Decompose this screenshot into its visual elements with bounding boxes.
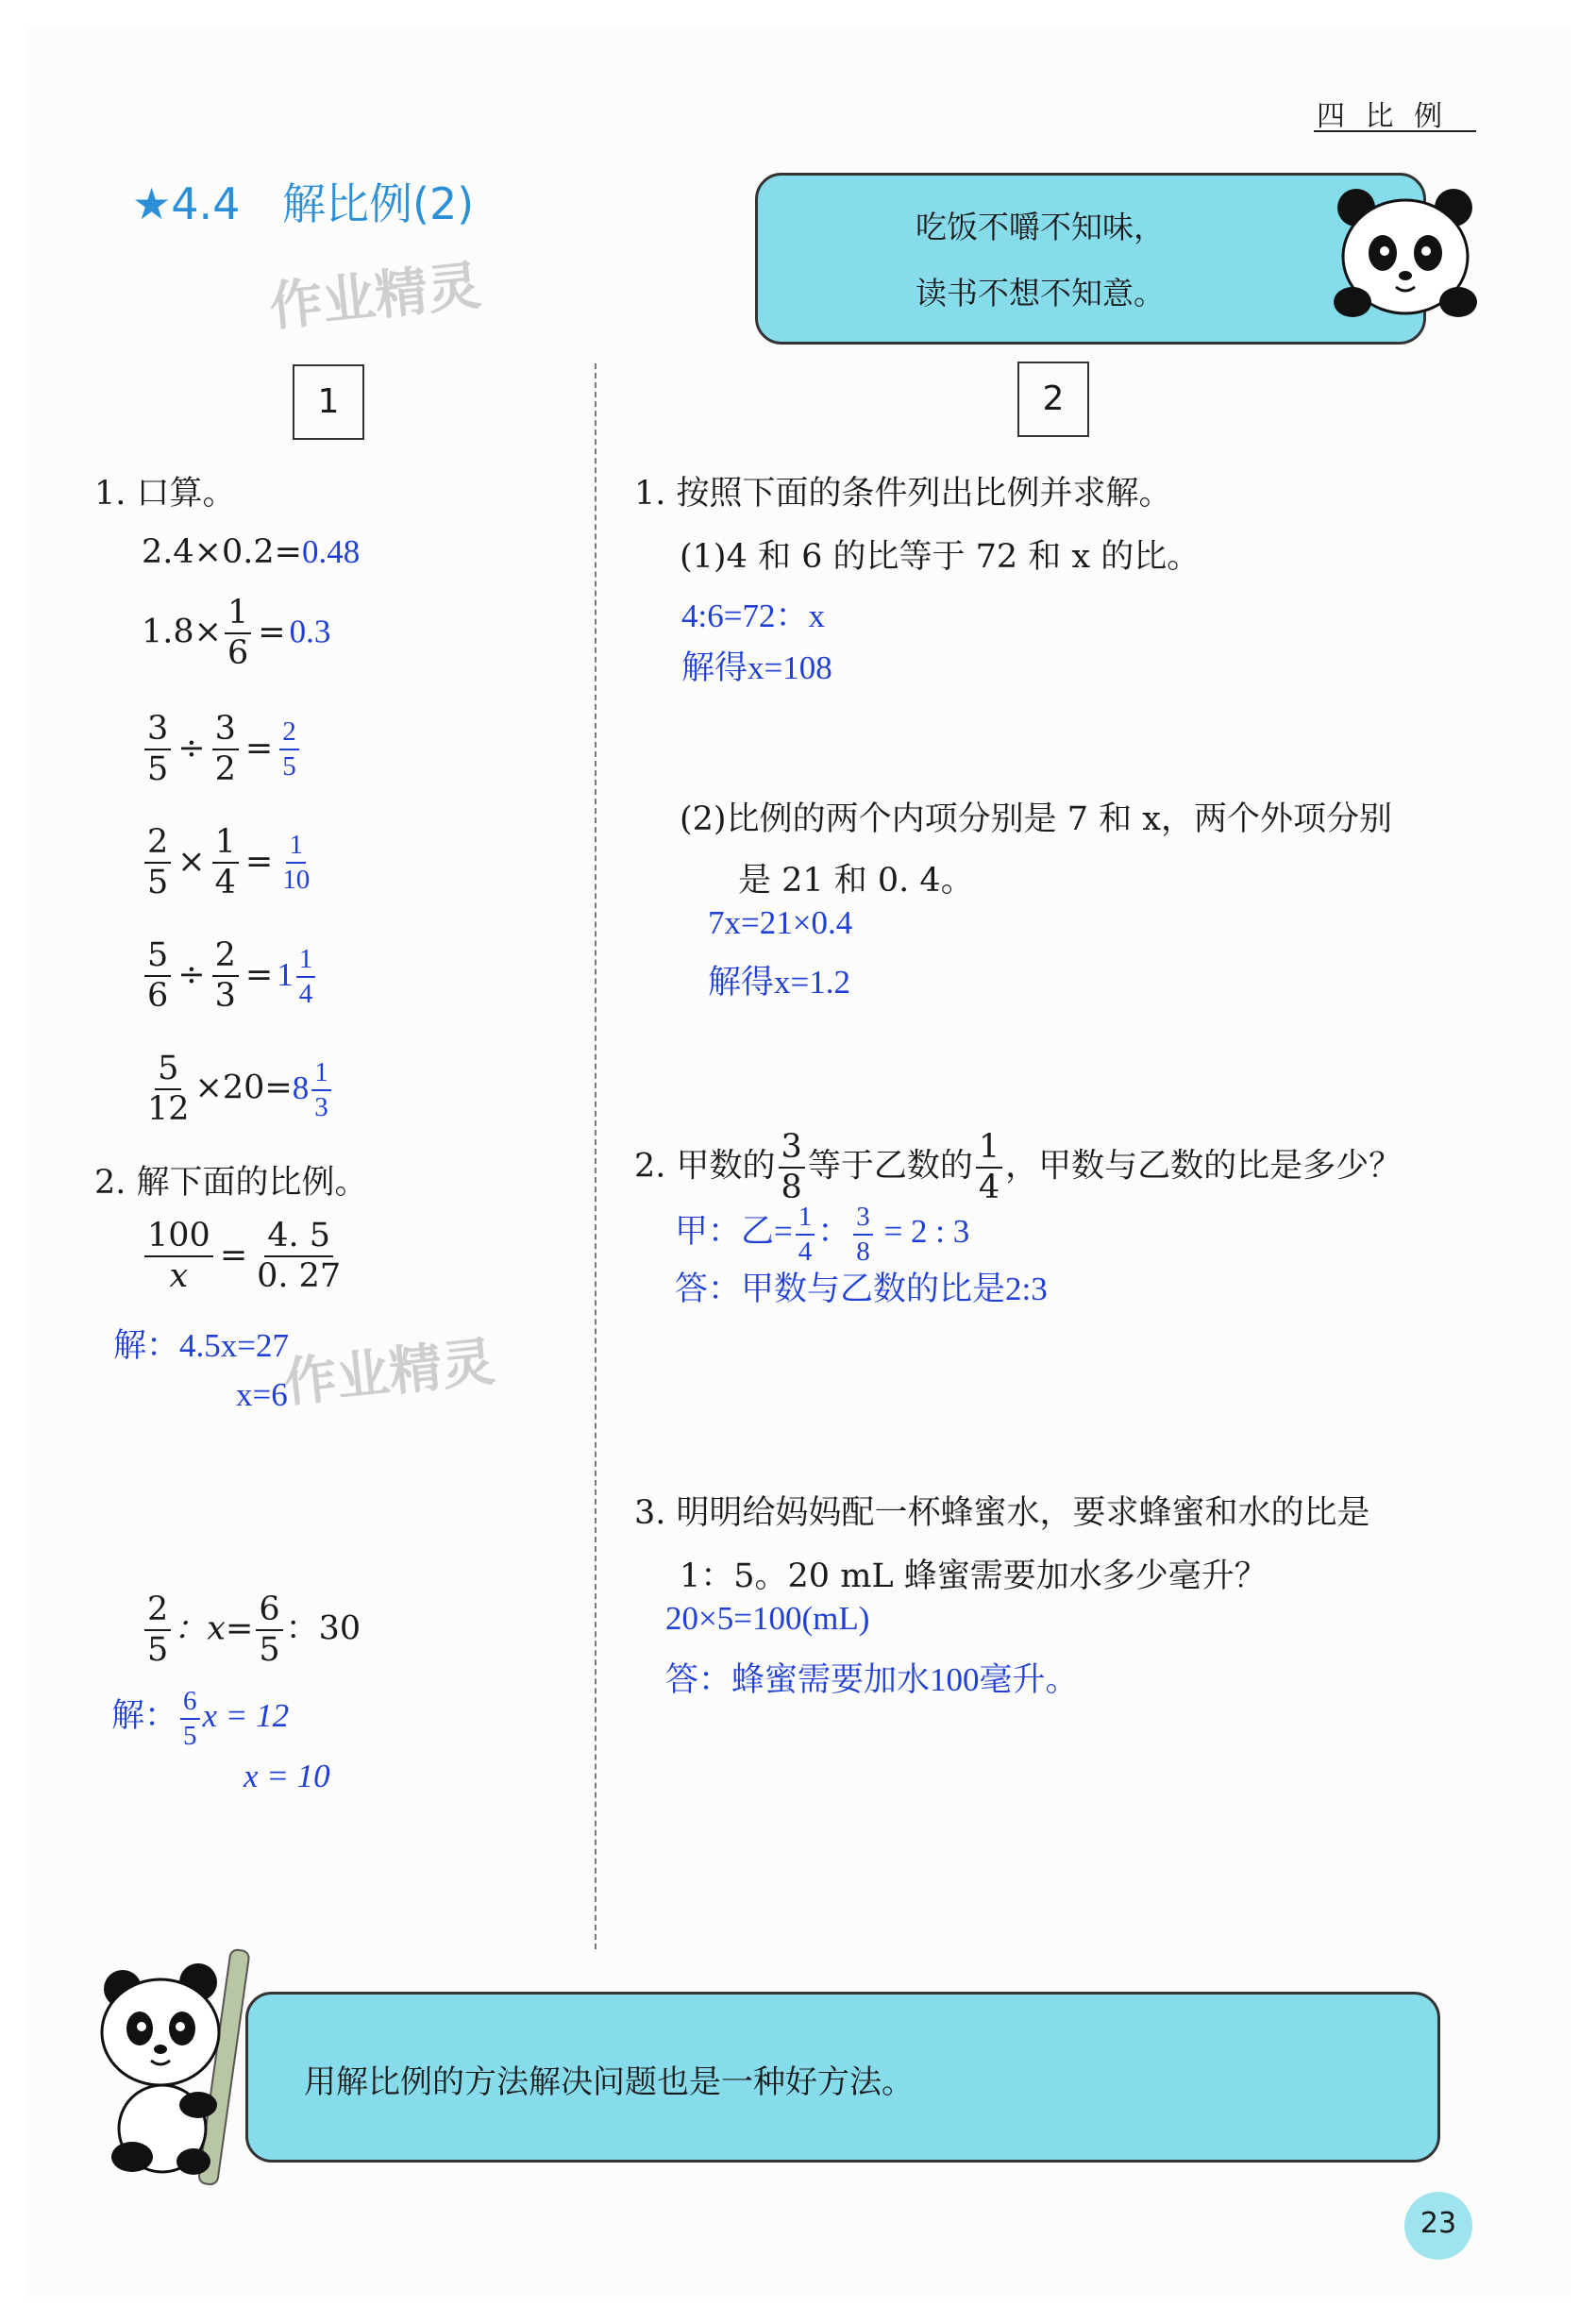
proportion-a-solution-2: x=6 <box>236 1376 288 1413</box>
panel-1-label: 1 <box>293 364 364 440</box>
proportion-b-solution-2: x = 10 <box>244 1758 330 1794</box>
header-underline <box>1314 130 1476 132</box>
lesson-title <box>132 170 474 232</box>
column-divider <box>595 363 596 1949</box>
right-q3-answer-1: 20×5=100(mL) <box>665 1600 870 1637</box>
motto-line-1: 吃饭不嚼不知味， <box>916 209 1165 245</box>
calc-a-answer: 0.48 <box>301 533 361 570</box>
left-q1-title: 1. 口算。 <box>94 475 236 513</box>
right-q1a-answer-1: 4:6=72：x <box>681 598 825 634</box>
panda-icon <box>1326 179 1487 330</box>
right-q3-line-1: 3. 明明给妈妈配一杯蜂蜜水，要求蜂蜜和水的比是 <box>634 1494 1370 1532</box>
right-q1-title: 1. 按照下面的条件列出比例并求解。 <box>634 475 1172 513</box>
calc-e-answer: 1 $\frac{1}{4}$ <box>277 956 318 993</box>
watermark: 作业精灵 <box>266 255 484 339</box>
right-q2-answer-1: 甲：乙= $\frac{1}{4}$ ： $\frac{3}{8}$ = 2 : 3 <box>675 1202 970 1267</box>
calc-b-answer: 0.3 <box>289 613 331 650</box>
calc-f-answer: 8 $\frac{1}{3}$ <box>293 1069 334 1106</box>
calc-d-answer: $\frac{1}{10}$ <box>282 830 311 895</box>
right-q2-answer-2: 答：甲数与乙数的比是2:3 <box>675 1271 1048 1307</box>
left-q2-title: 2. 解下面的比例。 <box>94 1164 368 1202</box>
right-q1b-line-2: 是 21 和 0. 4。 <box>738 862 974 900</box>
right-q3-line-2: 1：5。20 mL 蜂蜜需要加水多少毫升？ <box>680 1557 1268 1595</box>
right-q1b-line-1: (2)比例的两个内项分别是 7 和 x，两个外项分别 <box>680 800 1392 838</box>
calc-d: $\frac{2}{5}$ × $\frac{1}{4}$ = $\frac{1}{10}$ <box>142 826 315 900</box>
lesson-number: 4.4 <box>171 178 241 229</box>
calc-f: $\frac{5}{12}$ ×20=8 $\frac{1}{3}$ <box>142 1052 334 1126</box>
right-q3-answer-2: 答：蜂蜜需要加水100毫升。 <box>665 1661 1079 1698</box>
right-q1a: (1)4 和 6 的比等于 72 和 x 的比。 <box>680 538 1201 576</box>
proportion-b: $\frac{2}{5}$ ：x= $\frac{6}{5}$ ：30 <box>142 1593 361 1667</box>
calc-e: $\frac{5}{6}$ ÷ $\frac{2}{3}$ = 1 $\frac{1}{4}$ <box>142 939 318 1013</box>
right-q2: 2. 甲数的 $\frac{3}{8}$ 等于乙数的 $\frac{1}{4}$ ，甲数与乙数的比是多少？ <box>634 1128 1403 1206</box>
motto-line-2: 读书不想不知意。 <box>916 275 1165 311</box>
calc-c-answer: $\frac{2}{5}$ <box>279 718 299 781</box>
page-number: 23 <box>1420 2207 1457 2240</box>
watermark-2: 作业精灵 <box>280 1331 498 1415</box>
right-q1b-answer-1: 7x=21×0.4 <box>708 904 853 941</box>
right-q1a-answer-2: 解得x=108 <box>681 649 832 686</box>
calc-a: 2.4×0.2=0.48 <box>142 533 361 571</box>
lesson-name: 解比例(2) <box>282 178 475 229</box>
section-header: 四 比 例 <box>1317 100 1449 133</box>
tip-text: 用解比例的方法解决问题也是一种好方法。 <box>304 2063 914 2101</box>
calc-c: $\frac{3}{5}$ ÷ $\frac{3}{2}$ = $\frac{2}{5}$ <box>142 713 302 786</box>
right-q1b-answer-2: 解得x=1.2 <box>708 964 850 1001</box>
calc-b: 1.8× $\frac{1}{6}$ = 0.3 <box>142 594 331 672</box>
panda-bamboo-icon <box>94 1940 283 2190</box>
proportion-a: $\frac{100}{x}$ = $\frac{4. 5}{0. 27}$ <box>142 1220 346 1293</box>
panel-2-label: 2 <box>1017 362 1089 437</box>
star-icon: ★ <box>132 178 172 229</box>
proportion-b-solution-1: 解： $\frac{6}{5}$ x = 12 <box>111 1686 290 1751</box>
proportion-a-solution-1: 解：4.5x=27 <box>113 1327 289 1364</box>
